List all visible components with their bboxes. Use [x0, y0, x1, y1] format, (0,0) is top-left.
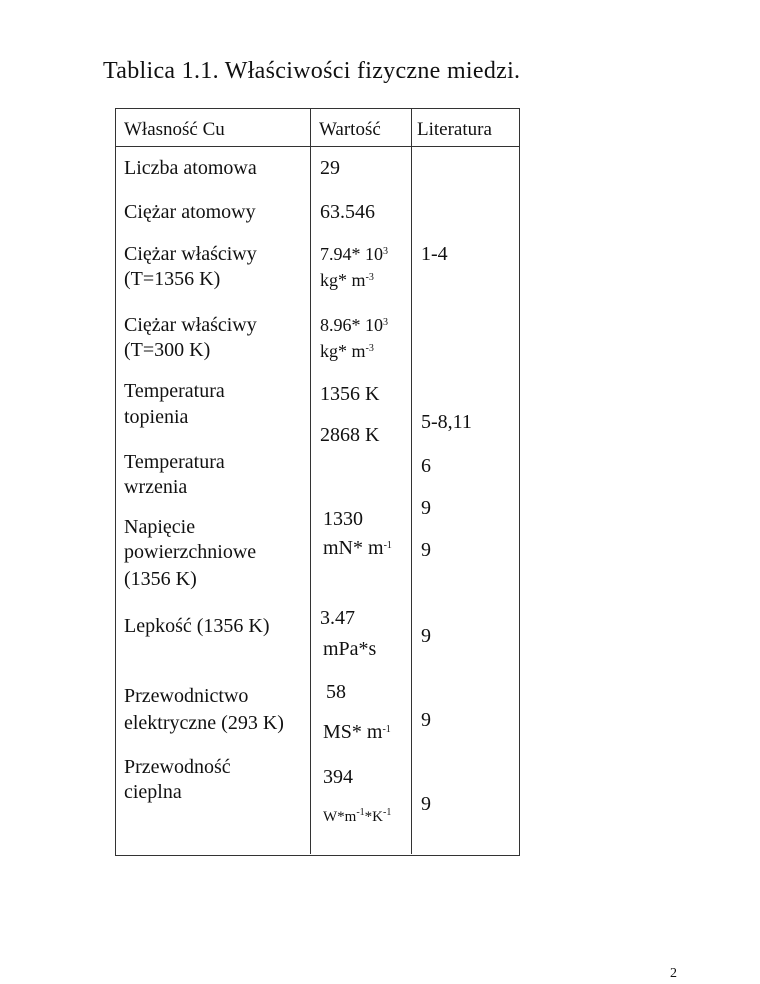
row-atomic-weight-label: Ciężar atomowy — [124, 201, 256, 223]
header-property: Własność Cu — [124, 119, 225, 140]
row-thermal-label-2: cieplna — [124, 781, 182, 803]
row-atomic-weight-value: 63.546 — [320, 201, 375, 223]
row-boiling-value: 2868 K — [320, 424, 380, 446]
row-conductivity-literature: 9 — [421, 709, 431, 731]
row-atomic-number-label: Liczba atomowa — [124, 157, 257, 179]
row-melting-label-2: topienia — [124, 406, 189, 428]
row-density-1356-value — [320, 242, 388, 267]
row-surface-tension-value: 1330 — [323, 508, 363, 530]
column-divider-1 — [310, 108, 311, 854]
row-surface-tension-literature-1: 9 — [421, 497, 431, 519]
unit-exponent: -1 — [383, 540, 392, 551]
row-density-1356-unit — [320, 268, 374, 293]
column-divider-2 — [411, 108, 412, 854]
row-melting-value: 1356 K — [320, 383, 380, 405]
header-value: Wartość — [319, 119, 381, 140]
header-literature: Literatura — [417, 119, 492, 140]
row-conductivity-label-1: Przewodnictwo — [124, 685, 249, 707]
value-base: 8.96* 10 — [320, 315, 383, 335]
value-exponent: 3 — [383, 317, 388, 328]
row-thermal-value: 394 — [323, 766, 353, 788]
row-conductivity-value: 58 — [326, 681, 346, 703]
header-divider — [115, 146, 520, 147]
row-boiling-literature: 6 — [421, 455, 431, 477]
page-number: 2 — [670, 966, 677, 981]
row-viscosity-label: Lepkość (1356 K) — [124, 615, 270, 637]
unit-base: MS* m — [323, 721, 383, 743]
row-thermal-literature: 9 — [421, 793, 431, 815]
row-viscosity-unit: mPa*s — [323, 638, 377, 660]
value-exponent: 3 — [383, 246, 388, 257]
row-surface-tension-unit — [323, 536, 392, 561]
unit-exponent-a: -1 — [356, 807, 365, 818]
row-viscosity-value: 3.47 — [320, 607, 355, 629]
table-caption: Tablica 1.1. Właściwości fizyczne miedzi. — [103, 58, 521, 84]
unit-exponent: -1 — [382, 724, 391, 735]
row-density-300-label-1: Ciężar właściwy — [124, 314, 257, 336]
unit-exponent: -3 — [365, 343, 374, 354]
row-thermal-unit — [323, 805, 391, 830]
row-density-1356-label-1: Ciężar właściwy — [124, 243, 257, 265]
row-density-1356-literature: 1-4 — [421, 243, 448, 265]
unit-base: kg* m — [320, 341, 366, 361]
row-melting-label-1: Temperatura — [124, 380, 225, 402]
row-boiling-label-2: wrzenia — [124, 476, 188, 498]
row-thermal-label-1: Przewodność — [124, 756, 231, 778]
row-boiling-label-1: Temperatura — [124, 451, 225, 473]
row-atomic-number-value: 29 — [320, 157, 340, 179]
unit-exponent: -3 — [365, 272, 374, 283]
unit-exponent-b: -1 — [383, 807, 392, 818]
row-density-300-unit — [320, 339, 374, 364]
row-surface-tension-label-2: powierzchniowe — [124, 541, 257, 563]
row-conductivity-label-2: elektryczne (293 K) — [124, 712, 284, 734]
row-density-1356-label-2: (T=1356 K) — [124, 268, 221, 290]
row-surface-tension-label-1: Napięcie — [124, 516, 196, 538]
unit-base: kg* m — [320, 270, 366, 290]
unit-part-b: *K — [364, 809, 384, 825]
row-surface-tension-label-3: (1356 K) — [124, 568, 197, 590]
row-conductivity-unit — [323, 720, 391, 745]
row-density-300-value — [320, 313, 388, 338]
unit-base: mN* m — [323, 537, 384, 559]
row-surface-tension-literature-2: 9 — [421, 539, 431, 561]
unit-part-a: W*m — [323, 809, 357, 825]
row-viscosity-literature: 9 — [421, 625, 431, 647]
row-melting-literature: 5-8,11 — [421, 411, 472, 433]
row-density-300-label-2: (T=300 K) — [124, 339, 211, 361]
value-base: 7.94* 10 — [320, 244, 383, 264]
